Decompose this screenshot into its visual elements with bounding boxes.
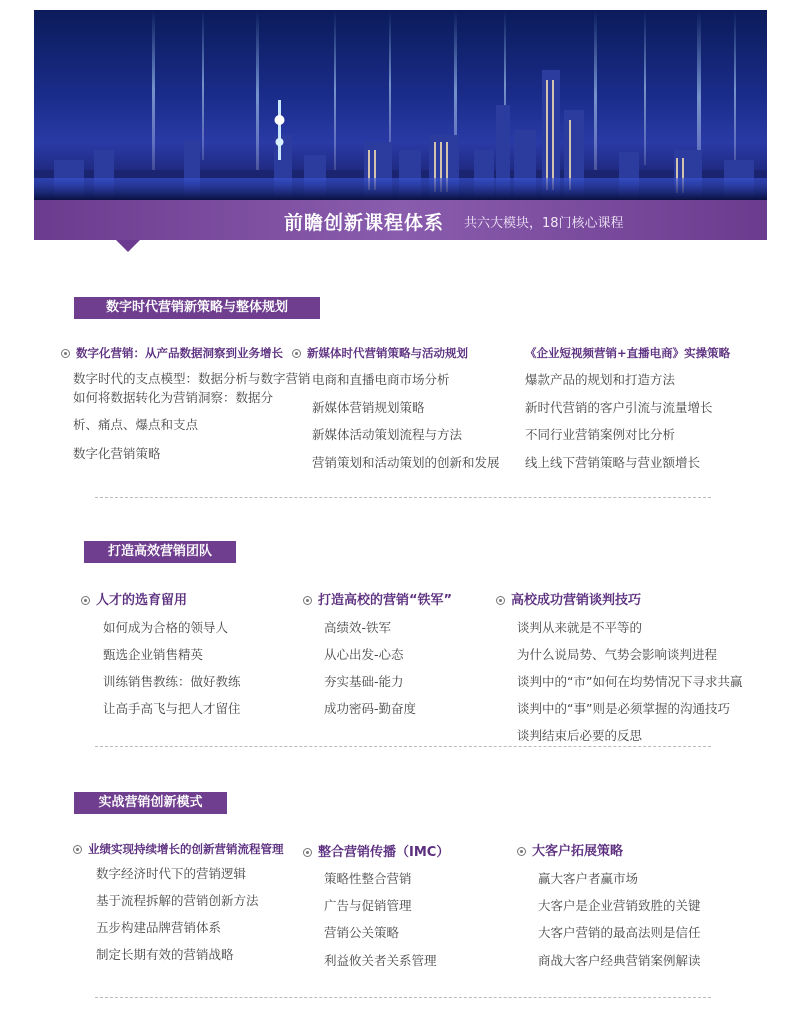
- circle-bullet-icon: [303, 848, 312, 857]
- circle-bullet-icon: [303, 596, 312, 605]
- module-title: 整合营销传播（IMC）: [303, 841, 449, 860]
- course-item: 广告与促销管理: [324, 898, 412, 913]
- dashed-divider: [95, 746, 711, 747]
- course-item: 线上线下营销策略与营业额增长: [525, 455, 701, 470]
- module-title: 大客户拓展策略: [517, 840, 623, 859]
- course-item: 从心出发-心态: [324, 647, 404, 662]
- course-item: 训练销售教练：做好教练: [103, 674, 241, 689]
- course-item: 夯实基础-能力: [324, 674, 404, 689]
- dashed-divider: [95, 497, 711, 498]
- course-item: 商战大客户经典营销案例解读: [538, 953, 701, 968]
- course-item: 谈判从来就是不平等的: [517, 620, 643, 635]
- circle-bullet-icon: [73, 845, 82, 854]
- banner-title: 前瞻创新课程体系: [284, 212, 445, 234]
- circle-bullet-icon: [517, 847, 526, 856]
- dashed-divider: [95, 997, 711, 998]
- course-item: 赢大客户者赢市场: [538, 871, 639, 886]
- course-item: 营销公关策略: [324, 925, 400, 940]
- course-item: 策略性整合营销: [324, 871, 412, 886]
- course-item: 大客户是企业营销致胜的关键: [538, 898, 701, 913]
- course-item: 电商和直播电商市场分析: [312, 372, 450, 387]
- skyline-illustration: [34, 10, 767, 200]
- circle-bullet-icon: [496, 596, 505, 605]
- course-item: 如何成为合格的领导人: [103, 620, 229, 635]
- module-title: 高校成功营销谈判技巧: [496, 589, 641, 608]
- course-item: 营销策划和活动策划的创新和发展: [312, 455, 500, 470]
- course-item: 谈判中的“事”则是必须掌握的沟通技巧: [517, 701, 730, 716]
- course-item: 新时代营销的客户引流与流量增长: [525, 400, 713, 415]
- course-item: 爆款产品的规划和打造方法: [525, 372, 676, 387]
- module-title: 《企业短视频营销+直播电商》实操策略: [525, 346, 731, 360]
- course-item: 新媒体营销规划策略: [312, 400, 425, 415]
- module-title: 打造高校的营销“铁军”: [303, 589, 452, 608]
- course-item: 不同行业营销案例对比分析: [525, 427, 676, 442]
- course-item: 制定长期有效的营销战略: [96, 947, 234, 962]
- course-item: 大客户营销的最高法则是信任: [538, 925, 701, 940]
- course-item: 利益攸关者关系管理: [324, 953, 437, 968]
- circle-bullet-icon: [292, 349, 301, 358]
- section-heading-1: 数字时代营销新策略与整体规划: [74, 297, 320, 319]
- circle-bullet-icon: [81, 596, 90, 605]
- course-item: 新媒体活动策划流程与方法: [312, 427, 463, 442]
- course-item: 数字经济时代下的营销逻辑: [96, 866, 247, 881]
- course-item: 数字时代的支点模型：数据分析与数字营销: [73, 371, 311, 386]
- course-item: 为什么说局势、气势会影响谈判进程: [517, 647, 718, 662]
- module-title: 数字化营销：从产品数据洞察到业务增长: [61, 345, 283, 361]
- section-heading-2: 打造高效营销团队: [84, 541, 236, 563]
- course-system-banner: [34, 200, 767, 240]
- section-heading-3: 实战营销创新模式: [74, 792, 227, 814]
- module-title: 人才的选育留用: [81, 589, 187, 608]
- course-item: 高绩效-铁军: [324, 620, 392, 635]
- module-title: 新媒体时代营销策略与活动规划: [292, 345, 468, 361]
- course-item: 成功密码-勤奋度: [324, 701, 417, 716]
- course-item: 谈判中的“市”如何在均势情况下寻求共赢: [517, 674, 743, 689]
- course-item: 让高手高飞与把人才留住: [103, 701, 241, 716]
- circle-bullet-icon: [61, 349, 70, 358]
- module-title: 业绩实现持续增长的创新营销流程管理: [73, 841, 284, 857]
- course-item: 谈判结束后必要的反思: [517, 728, 643, 743]
- banner-pointer-arrow: [116, 240, 140, 252]
- course-item: 数字化营销策略: [73, 446, 161, 461]
- course-item: 基于流程拆解的营销创新方法: [96, 893, 259, 908]
- course-item: 五步构建品牌营销体系: [96, 920, 222, 935]
- hero-cityscape-image: [34, 10, 767, 200]
- banner-subtitle: 共六大模块，18门核心课程: [464, 216, 624, 231]
- course-item: 甄选企业销售精英: [103, 647, 204, 662]
- course-item: 如何将数据转化为营销洞察：数据分析、痛点、爆点和支点: [73, 390, 274, 432]
